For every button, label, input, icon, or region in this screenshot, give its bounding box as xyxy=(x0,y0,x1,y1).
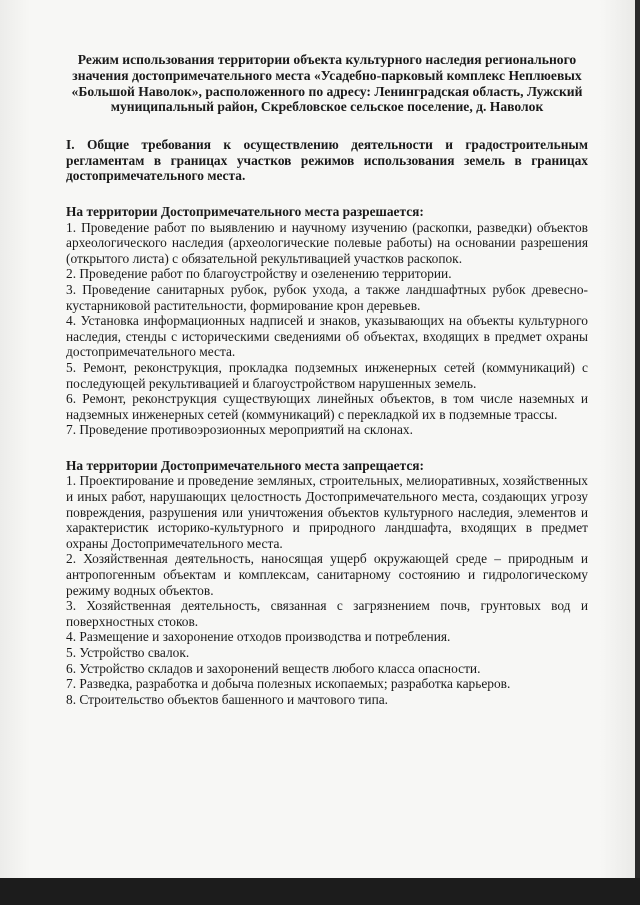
prohibited-item-2: 2. Хозяйственная деятельность, наносящая ущерб окружающей среде – природным и антропогенным объектам и комплексам, санитарному состоянию и гидрологическому режиму водных объектов. xyxy=(66,551,588,598)
prohibited-list xyxy=(66,473,588,707)
allowed-item-5: 5. Ремонт, реконструкция, прокладка подземных инженерных сетей (коммуникаций) с последующей рекультивацией и благоустройством нарушенных земель. xyxy=(66,359,588,391)
allowed-item-6: 6. Ремонт, реконструкция существующих линейных объектов, в том числе наземных и надземных инженерных сетей (коммуникаций) с перекладкой их в подземные трассы. xyxy=(66,391,588,422)
section-heading: I. Общие требования к осуществлению деятельности и градостроительным регламентам в границах участков режимов использования земель в границах достопримечательного места. xyxy=(66,137,588,184)
prohibited-item-6: 6. Устройство складов и захоронений веществ любого класса опасности. xyxy=(66,660,481,676)
prohibited-item-1: 1. Проектирование и проведение земляных, строительных, мелиоративных, хозяйственных и иных работ, нарушающих целостность Достопримечательного места, создающих угрозу повреждения, разрушения или уничтожения объектов культурного наследия, элементов и характеристик историко-культурного и природного ландшафта, входящих в предмет охраны Достопримечательного места. xyxy=(66,473,588,551)
scan-bottom-band xyxy=(0,878,640,905)
allowed-item-1: 1. Проведение работ по выявлению и научному изучению (раскопки, разведки) объектов археологического наследия (археологические полевые работы) на основании разрешения (открытого листа) с обязательной рекультивацией участков раскопок. xyxy=(66,219,588,266)
document-title: Режим использования территории объекта культурного наследия регионального значения достопримечательного места «Усадебно-парковый комплекс Неплюевых «Большой Наволок», расположенного по адресу: Ленинградская область, Лужский муниципальный район, Скребловское сельское поселение, д. Наволок xyxy=(71,52,583,115)
scan-right-edge xyxy=(635,0,640,880)
prohibited-item-3: 3. Хозяйственная деятельность, связанная с загрязнением почв, грунтовых вод и поверхностных стоков. xyxy=(66,598,588,629)
prohibited-item-5: 5. Устройство свалок. xyxy=(66,645,190,660)
prohibited-item-4: 4. Размещение и захоронение отходов производства и потребления. xyxy=(66,629,451,645)
allowed-item-4: 4. Установка информационных надписей и знаков, указывающих на объекты культурного наследия, стенды с историческими сведениями об объектах, входящих в предмет охраны достопримечательного места. xyxy=(66,313,588,360)
prohibited-item-8: 8. Строительство объектов башенного и мачтового типа. xyxy=(66,691,389,707)
prohibited-item-7: 7. Разведка, разработка и добыча полезных ископаемых; разработка карьеров. xyxy=(66,676,511,692)
allowed-item-7: 7. Проведение противоэрозионных мероприятий на склонах. xyxy=(66,422,413,438)
allowed-item-3: 3. Проведение санитарных рубок, рубок ухода, а также ландшафтных рубок древесно-кустарниковой растительности, формирование крон деревьев. xyxy=(66,281,588,313)
document-body xyxy=(66,52,588,707)
allowed-item-2: 2. Проведение работ по благоустройству и озеленению территории. xyxy=(66,266,452,282)
prohibited-heading: На территории Достопримечательного места запрещается: xyxy=(66,457,424,473)
allowed-list xyxy=(66,220,588,438)
allowed-heading: На территории Достопримечательного места разрешается: xyxy=(66,203,424,219)
